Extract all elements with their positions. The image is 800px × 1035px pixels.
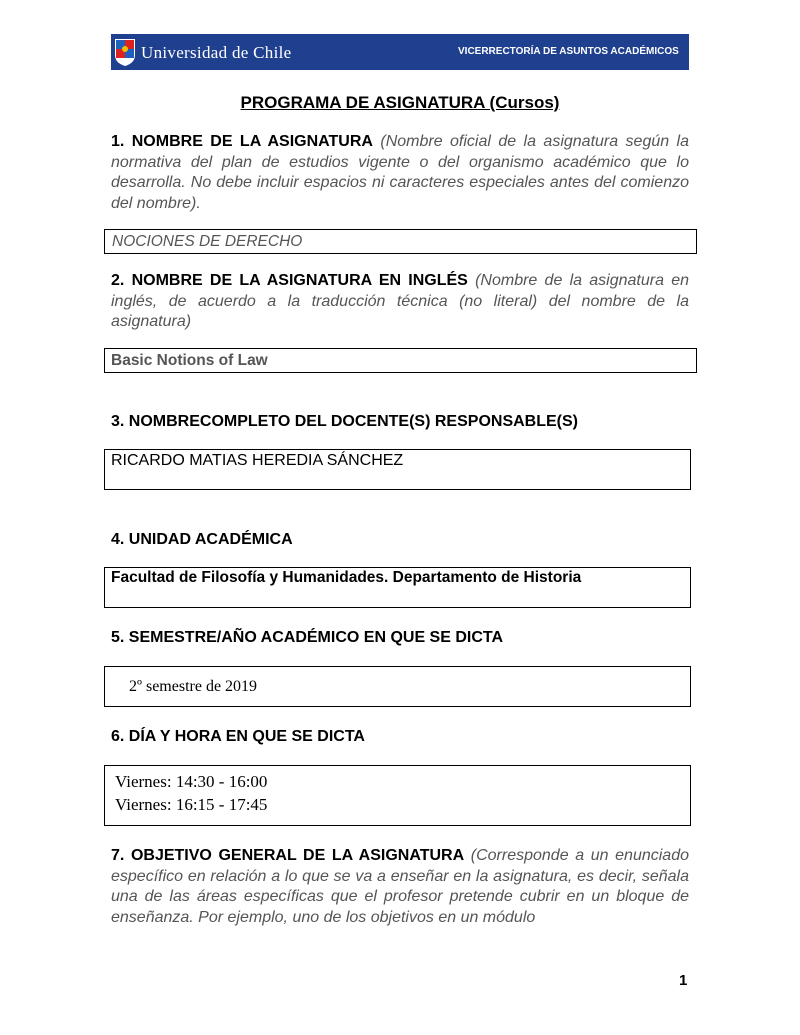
teacher-name-value: RICARDO MATIAS HEREDIA SÁNCHEZ bbox=[111, 452, 404, 469]
section-1-note: (Nombre oficial de la asignatura según la normativa del plan de estudios vigente o del organismo académico que lo desarrolla. No debe incluir espacios ni caracteres especiales antes del comienzo del nombre). bbox=[111, 133, 690, 212]
page-title: PROGRAMA DE ASIGNATURA (Cursos) bbox=[240, 93, 560, 112]
schedule-line-2: Viernes: 16:15 - 17:45 bbox=[115, 795, 268, 814]
section-7-note: (Corresponde a un enunciado específico en relación a lo que se va a enseñar en la asignatura, es decir, señala una de las áreas específicas que el profesor pretende cubrir en un bloque de enseñanza. Por ejemplo, uno de los objetivos en un módulo bbox=[111, 847, 689, 926]
page-number: 1 bbox=[679, 972, 688, 989]
section-2-paragraph bbox=[111, 271, 689, 333]
section-2-heading: 2. NOMBRE DE LA ASIGNATURA EN INGLÉS bbox=[111, 272, 468, 289]
semester-value: 2º semestre de 2019 bbox=[129, 678, 258, 695]
section-6-heading: 6. DÍA Y HORA EN QUE SE DICTA bbox=[111, 728, 365, 745]
section-3-heading: 3. NOMBRECOMPLETO DEL DOCENTE(S) RESPONSABLE(S) bbox=[111, 413, 578, 430]
section-5-heading: 5. SEMESTRE/AÑO ACADÉMICO EN QUE SE DICTA bbox=[111, 629, 504, 646]
academic-unit-value: Facultad de Filosofía y Humanidades. Departamento de Historia bbox=[111, 569, 582, 586]
course-name-english-value: Basic Notions of Law bbox=[111, 352, 268, 369]
section-1-paragraph bbox=[111, 132, 689, 214]
university-name: Universidad de Chile bbox=[141, 43, 292, 62]
section-7-heading: 7. OBJETIVO GENERAL DE LA ASIGNATURA bbox=[111, 847, 465, 864]
section-4-heading: 4. UNIDAD ACADÉMICA bbox=[111, 531, 293, 548]
university-crest-icon bbox=[114, 37, 136, 67]
vicerrectoria-label: VICERRECTORÍA DE ASUNTOS ACADÉMICOS bbox=[458, 46, 679, 57]
section-1-heading: 1. NOMBRE DE LA ASIGNATURA bbox=[111, 133, 373, 150]
section-7-paragraph bbox=[111, 846, 689, 928]
section-2-note: (Nombre de la asignatura en inglés, de acuerdo a la traducción técnica (no literal) del nombre de la asignatura) bbox=[111, 272, 689, 330]
schedule-line-1: Viernes: 14:30 - 16:00 bbox=[115, 772, 268, 791]
course-name-value: NOCIONES DE DERECHO bbox=[112, 233, 303, 250]
